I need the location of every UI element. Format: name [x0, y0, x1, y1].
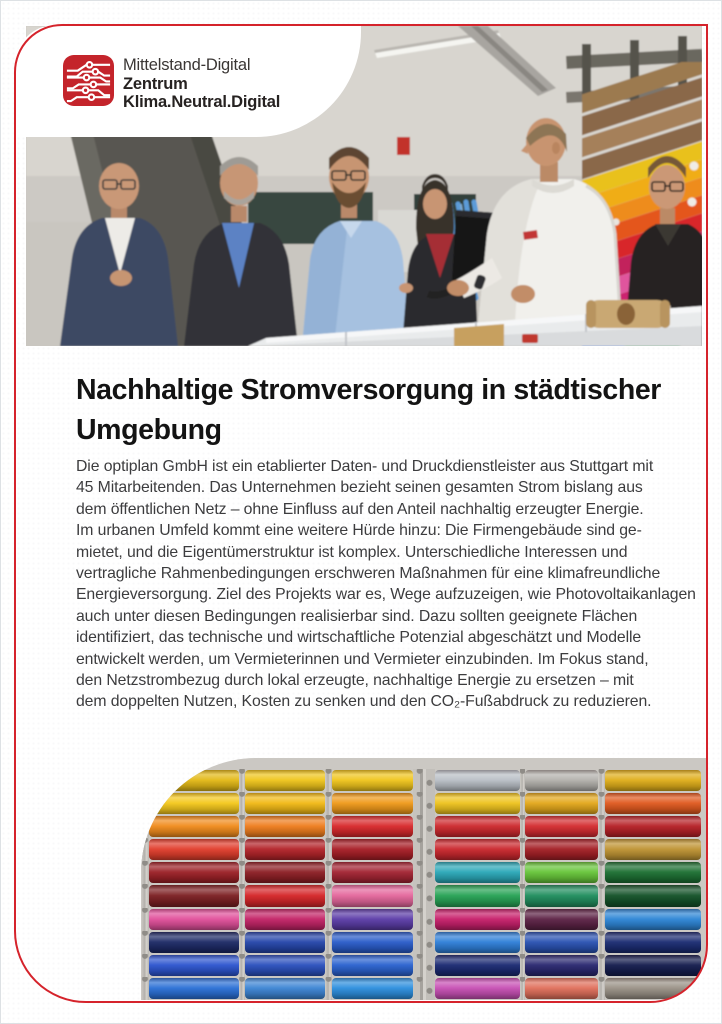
shelf-rail: [141, 792, 149, 815]
shelf-rail: [598, 815, 605, 838]
vinyl-roll-row: [141, 861, 707, 884]
shelf-rail: [141, 908, 149, 931]
page-title: [76, 370, 661, 450]
vinyl-roll: [605, 793, 701, 814]
shelf-rail: [325, 861, 332, 884]
vinyl-roll-row: [141, 792, 707, 815]
body-text-line: den Netzstrombezug durch lokal erzeugte, nachhaltige Energie zu ersetzen – mit: [76, 672, 634, 690]
vinyl-roll: [605, 932, 701, 953]
shelf-rail: [598, 769, 605, 792]
logo-card: [15, 25, 361, 137]
shelf-rail: [598, 977, 605, 1000]
shelf-rail: [141, 977, 149, 1000]
vinyl-roll: [525, 770, 598, 791]
shelf-rail: [325, 815, 332, 838]
vinyl-roll: [245, 955, 325, 976]
vinyl-roll: [149, 885, 239, 906]
vinyl-roll: [435, 770, 520, 791]
fire-extinguisher-sign: [397, 137, 410, 155]
shelf-rail: [141, 838, 149, 861]
vinyl-roll: [435, 816, 520, 837]
shelf-rail: [413, 792, 435, 815]
shelf-rail: [598, 908, 605, 931]
vinyl-roll-row: [141, 977, 707, 1000]
vinyl-roll: [245, 793, 325, 814]
vinyl-roll: [332, 885, 413, 906]
vinyl-roll: [245, 909, 325, 930]
vinyl-roll: [332, 816, 413, 837]
shelf-rail: [413, 884, 435, 907]
vinyl-roll: [245, 885, 325, 906]
vinyl-roll: [245, 932, 325, 953]
vinyl-roll: [435, 909, 520, 930]
logo-line-zentrum: Zentrum: [123, 75, 188, 93]
vinyl-roll: [332, 793, 413, 814]
shelf-rail: [598, 931, 605, 954]
shelf-rail: [141, 861, 149, 884]
shelf-rail: [325, 977, 332, 1000]
vinyl-roll-row: [141, 838, 707, 861]
vinyl-roll: [605, 909, 701, 930]
page-title-line-2: Umgebung: [76, 414, 222, 446]
vinyl-roll-row: [141, 908, 707, 931]
vinyl-roll: [435, 955, 520, 976]
article-body: [76, 456, 696, 713]
body-text-line: 45 Mitarbeitenden. Das Unternehmen bezieht seinen gesamten Strom bislang aus: [76, 479, 643, 497]
logo-line-brand: Mittelstand-Digital: [123, 56, 251, 74]
page-title-line-1: Nachhaltige Stromversorgung in städtischer: [76, 374, 661, 406]
shelf-rail: [325, 908, 332, 931]
vinyl-roll: [245, 770, 325, 791]
vinyl-roll: [605, 955, 701, 976]
shelf-rail: [141, 954, 149, 977]
vinyl-roll: [605, 770, 701, 791]
vinyl-roll: [245, 862, 325, 883]
vinyl-roll: [332, 955, 413, 976]
shelf-rail: [325, 769, 332, 792]
vinyl-roll: [149, 816, 239, 837]
shelf-rail: [413, 977, 435, 1000]
vinyl-roll: [149, 793, 239, 814]
body-text-line: auch unter diesen Bedingungen realisierbar sind. Dazu sollten geeignete Flächen: [76, 607, 638, 625]
vinyl-roll: [245, 978, 325, 999]
vinyl-roll-row: [141, 769, 707, 792]
vinyl-roll: [332, 909, 413, 930]
shelf-rail: [325, 954, 332, 977]
body-text-line: mietet, und die Eigentümerstruktur ist komplex. Unterschiedliche Interessen und: [76, 543, 628, 561]
vinyl-roll: [525, 955, 598, 976]
shelf-rail: [325, 931, 332, 954]
body-text-line: entwickelt werden, um Vermieterinnen und Vermieter einzubinden. Im Fokus stand,: [76, 650, 649, 668]
vinyl-roll-row: [141, 931, 707, 954]
shelf-rail: [325, 838, 332, 861]
vinyl-roll: [525, 909, 598, 930]
body-text-line: Energieversorgung. Ziel des Projekts war es, Wege aufzuzeigen, wie Photovoltaikanlagen: [76, 586, 696, 604]
vinyl-roll: [605, 885, 701, 906]
vinyl-roll: [149, 770, 239, 791]
shelf-rail: [598, 861, 605, 884]
shelf-rail: [141, 769, 149, 792]
vinyl-roll: [332, 839, 413, 860]
shelf-rail: [598, 884, 605, 907]
vinyl-roll: [149, 932, 239, 953]
shelf-rail: [598, 954, 605, 977]
vinyl-roll: [605, 978, 701, 999]
vinyl-roll: [435, 793, 520, 814]
vinyl-roll: [332, 932, 413, 953]
vinyl-roll: [435, 932, 520, 953]
vinyl-roll: [245, 816, 325, 837]
shelf-rail: [141, 931, 149, 954]
shelf-rail: [413, 769, 435, 792]
shelf-rail: [413, 931, 435, 954]
vinyl-roll: [332, 862, 413, 883]
vinyl-roll: [525, 793, 598, 814]
vinyl-roll: [149, 839, 239, 860]
shelf-rail: [413, 815, 435, 838]
shelf-rail: [325, 884, 332, 907]
vinyl-roll: [435, 839, 520, 860]
vinyl-roll: [149, 978, 239, 999]
body-text-line: dem öffentlichen Netz – ohne Einfluss auf den Anteil nachhaltig erzeugter Energie.: [76, 500, 644, 518]
vinyl-roll-row: [141, 954, 707, 977]
logo-line-klima: Klima.Neutral.Digital: [123, 93, 281, 111]
vinyl-roll: [605, 862, 701, 883]
vinyl-roll: [332, 770, 413, 791]
vinyl-roll: [149, 909, 239, 930]
vinyl-roll: [605, 839, 701, 860]
mittelstand-digital-logo-icon: [63, 55, 114, 106]
body-text-line: dem doppelten Nutzen, Kosten zu senken und den CO₂-Fußabdruck zu reduzieren.: [76, 693, 652, 711]
shelf-rail: [141, 884, 149, 907]
body-text-line: identifiziert, das technische und wirtschaftliche Potenzial abgeschätzt und Modelle: [76, 629, 642, 647]
vinyl-roll: [149, 862, 239, 883]
shelf-rail: [325, 792, 332, 815]
vinyl-roll: [525, 862, 598, 883]
vinyl-roll: [605, 816, 701, 837]
vinyl-roll: [332, 978, 413, 999]
vinyl-roll: [435, 885, 520, 906]
vinyl-roll: [525, 839, 598, 860]
body-text-line: vertragliche Rahmenbedingungen erschweren Maßnahmen für eine klimafreundliche: [76, 565, 661, 583]
shelf-rail: [413, 908, 435, 931]
shelf-rail: [141, 815, 149, 838]
vinyl-roll: [525, 932, 598, 953]
shelf-rail: [598, 838, 605, 861]
vinyl-roll-row: [141, 884, 707, 907]
vinyl-rolls-photo: [141, 758, 707, 1000]
vinyl-roll: [149, 955, 239, 976]
shelf-rail: [413, 838, 435, 861]
vinyl-roll: [525, 978, 598, 999]
vinyl-roll: [525, 816, 598, 837]
vinyl-roll-row: [141, 815, 707, 838]
vinyl-roll: [245, 839, 325, 860]
vinyl-roll: [435, 862, 520, 883]
vinyl-roll: [435, 978, 520, 999]
vinyl-roll: [525, 885, 598, 906]
shelf-rail: [598, 792, 605, 815]
shelf-rail: [413, 954, 435, 977]
shelf-rail: [413, 861, 435, 884]
body-text-line: Im urbanen Umfeld kommt eine weitere Hürde hinzu: Die Firmengebäude sind ge-: [76, 522, 642, 540]
body-text-line: Die optiplan GmbH ist ein etablierter Daten- und Druckdienstleister aus Stuttgart mit: [76, 458, 654, 475]
